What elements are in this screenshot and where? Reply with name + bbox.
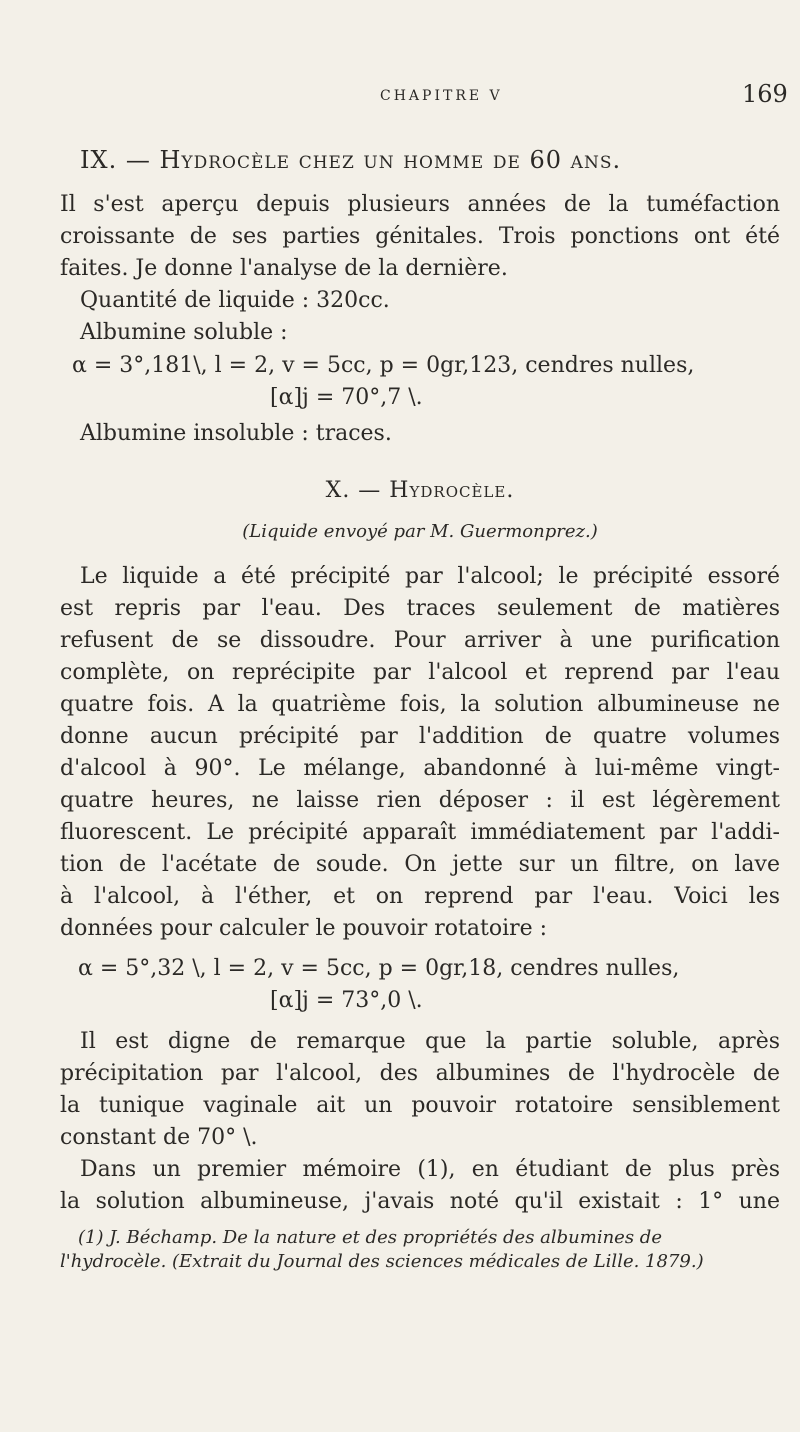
body-line: croissante de ses parties génitales. Trois ponctions ont été xyxy=(60,224,780,249)
formula-line: [α]j = 70°,7 \. xyxy=(270,385,423,410)
formula-line: [α]j = 73°,0 \. xyxy=(270,988,423,1013)
body-line: faites. Je donne l'analyse de la dernière. xyxy=(60,256,508,281)
body-line: Dans un premier mémoire (1), en étudiant de plus près xyxy=(80,1157,780,1182)
body-line: Quantité de liquide : 320cc. xyxy=(80,288,390,313)
body-line: Albumine soluble : xyxy=(80,320,288,345)
body-line: tion de l'acétate de soude. On jette sur un filtre, on lave xyxy=(60,852,780,877)
body-line: précipitation par l'alcool, des albumines de l'hydrocèle de xyxy=(60,1061,780,1086)
body-line: Le liquide a été précipité par l'alcool; le précipité essoré xyxy=(80,564,780,589)
body-line: complète, on reprécipite par l'alcool et reprend par l'eau xyxy=(60,660,780,685)
body-line: la solution albumineuse, j'avais noté qu'il existait : 1° une xyxy=(60,1189,780,1214)
body-line: à l'alcool, à l'éther, et on reprend par l'eau. Voici les xyxy=(60,884,780,909)
body-line: d'alcool à 90°. Le mélange, abandonné à lui-même vingt- xyxy=(60,756,780,781)
body-line: donne aucun précipité par l'addition de quatre volumes xyxy=(60,724,780,749)
chapter-title: CHAPITRE V xyxy=(380,88,503,104)
body-line: Il est digne de remarque que la partie soluble, après xyxy=(80,1029,780,1054)
body-line: Albumine insoluble : traces. xyxy=(80,421,392,446)
body-line: constant de 70° \. xyxy=(60,1125,258,1150)
formula-line: α = 3°,181\, l = 2, v = 5cc, p = 0gr,123, cendres nulles, xyxy=(72,353,695,378)
footnote-line: l'hydrocèle. (Extrait du Journal des sciences médicales de Lille. 1879.) xyxy=(60,1251,704,1272)
body-line: quatre fois. A la quatrième fois, la solution albumineuse ne xyxy=(60,692,780,717)
section-x-subheading: (Liquide envoyé par M. Guermonprez.) xyxy=(242,521,598,542)
body-line: refusent de se dissoudre. Pour arriver à une purification xyxy=(60,628,780,653)
body-line: données pour calculer le pouvoir rotatoire : xyxy=(60,916,548,941)
page-number: 169 xyxy=(742,80,788,108)
body-line: Il s'est aperçu depuis plusieurs années de la tuméfaction xyxy=(60,192,780,217)
section-ix-heading: IX. — Hydrocèle chez un homme de 60 ans. xyxy=(80,146,622,174)
body-line: fluorescent. Le précipité apparaît immédiatement par l'addi- xyxy=(60,820,780,845)
section-x-heading: X. — Hydrocèle. xyxy=(325,478,515,503)
footnote-line: (1) J. Béchamp. De la nature et des propriétés des albumines de xyxy=(78,1227,662,1248)
body-line: la tunique vaginale ait un pouvoir rotatoire sensiblement xyxy=(60,1093,780,1118)
body-line: est repris par l'eau. Des traces seulement de matières xyxy=(60,596,780,621)
body-line: quatre heures, ne laisse rien déposer : il est légèrement xyxy=(60,788,780,813)
formula-line: α = 5°,32 \, l = 2, v = 5cc, p = 0gr,18, cendres nulles, xyxy=(78,956,680,981)
